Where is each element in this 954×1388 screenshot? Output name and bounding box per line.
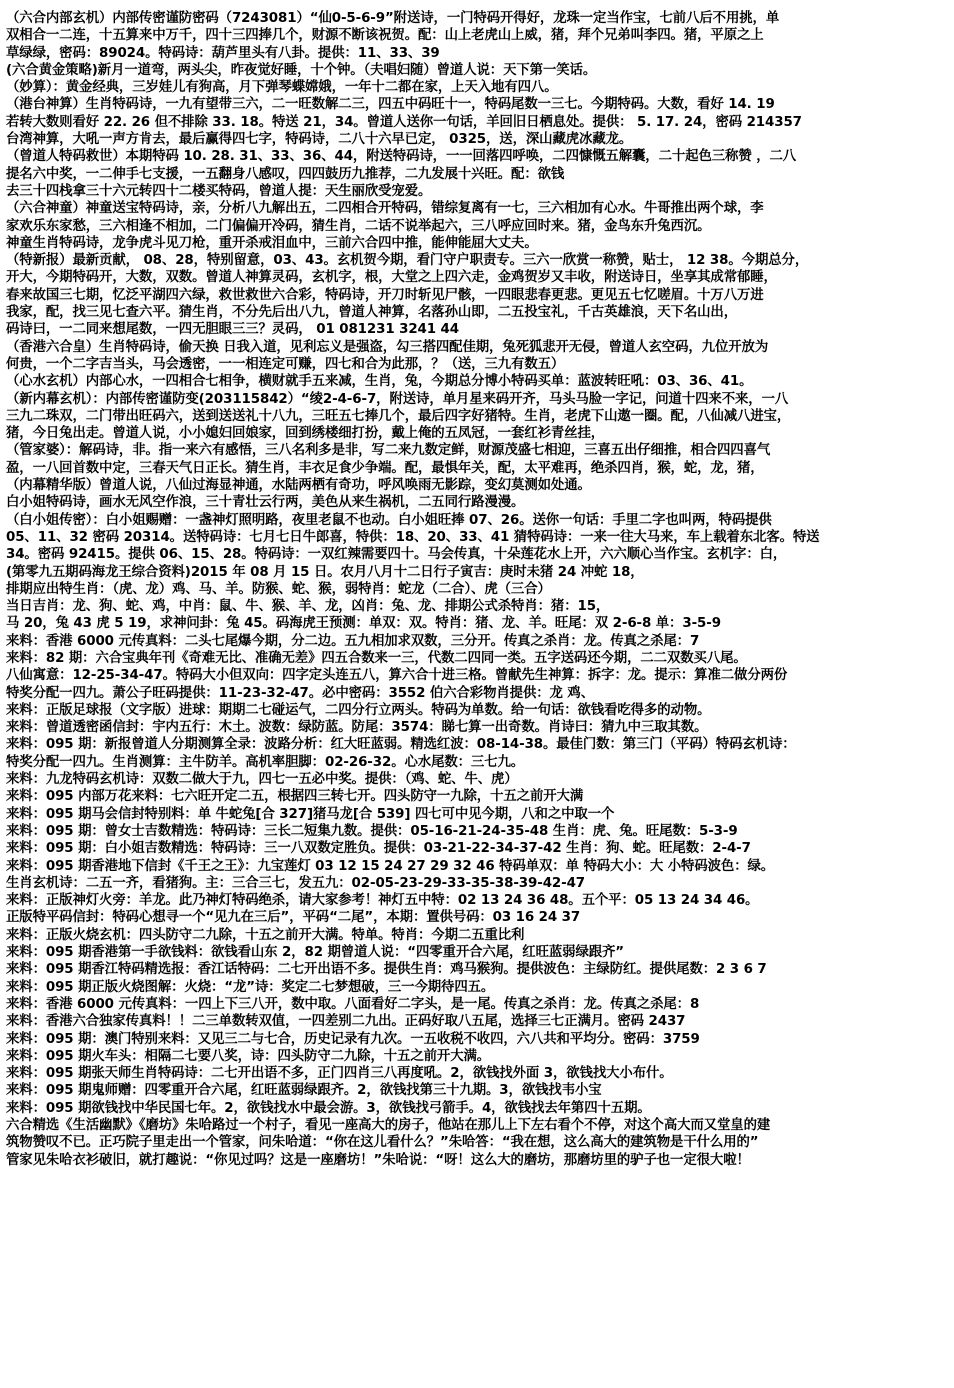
text-line: 来料：095 期马会信封特别料：单 牛蛇兔[合 327]猪马龙[合 539] 四七可中见今期，八和之中取一个 xyxy=(6,806,615,822)
text-line: 八仙寓意：12-25-34-47。特码大小但双向：四字定头连五八，算六合十进三格。曾献先生神算：拆字：龙。提示：算准二做分两份 xyxy=(6,668,788,684)
text-line: （管家婆）：解码诗，非。指一来六有感悟，三八名利多是非，写二来九数定鲜，财源茂盛七相迎，三喜五出仔细推，相合四四喜气 xyxy=(6,443,771,459)
text-line: 来料：095 期：白小姐吉数精选：特码诗：三一八双数定胜负。提供：03-21-22-34-37-42 生肖：狗、蛇。旺尾数：2-4-7 xyxy=(6,841,751,857)
text-line: 来料：095 期正版火烧图解：火烧：“龙”诗：奖定二七梦想破，三一今期待四五。 xyxy=(6,979,495,995)
text-line: （特新报）最新贡献， 08、28，特别留意，03、43。玄机贺今期，看门守户职责专。三六一欣赏一称赞，贴士， 12 38。今期总分， xyxy=(6,253,809,269)
text-line: 草绿绿，密码：89024。特码诗：葫芦里头有八卦。提供：11、33、39 xyxy=(6,45,440,61)
text-line: 来料：九龙特码玄机诗：双数二做大于九，四七一五必中奖。提供：（鸡、蛇、牛、虎） xyxy=(6,772,518,788)
text-line: （六合神童）神童送宝特码诗，亲，分析八九解出五，二四相合开特码，错综复离有一七，三六相加有心水。牛哥推出两个球，李 xyxy=(6,201,764,217)
text-line xyxy=(6,1169,950,1186)
text-line: 特奖分配一四九。萧公子旺码提供：11-23-32-47。必中密码：3552 伯六合彩物肖提供：龙 鸡、 xyxy=(6,685,594,701)
text-line: 猪，今日兔出走。曾道人说，小小媳妇回娘家，回到绣楼细打扮，戴上俺的五凤冠，一套红衫青丝挂， xyxy=(6,426,605,442)
text-line: 提名六中奖，一二伸手七支援，一五翻身八感叹，四四鼓历九推荐，二九发展十兴旺。配：欲钱 xyxy=(6,166,565,182)
text-line: 来料：香港 6000 元传真料：一四上下三八开，数中取。八面看好二字头，是一尾。传真之杀肖：龙。传真之杀尾：8 xyxy=(6,996,700,1012)
text-line: （新内幕玄机）：内部传密谨防变(203115842）“绫2-4-6-7，附送诗，单月星来码开齐，马头马脸一字记，问道十四来不来，一八 xyxy=(6,391,789,407)
text-line: （六合内部玄机）内部传密谨防密码（7243081）“仙0-5-6-9”附送诗，一门特码开得好，龙珠一定当作宝，七前八后不用挑，单 xyxy=(6,11,780,26)
text-line: （香港六合皇）生肖特码诗，偷天换 日我入道，见利忘义是强盗，勾三搭四配佳期，兔死狐悲开无侵，曾道人玄空码，九位开放为 xyxy=(6,339,769,355)
text-line: 白小姐特码诗，画水无风空作浪，三十青壮云行两，美色从来生祸机，二五同行路漫漫。 xyxy=(6,495,525,511)
text-line: 当日吉肖：龙、狗、蛇、鸡，中肖：鼠、牛、猴、羊、龙，凶肖：兔、龙、排期公式杀特肖：猪：15， xyxy=(6,599,610,615)
text-line: 来料：095 期：曾女士吉数精选：特码诗：三长二短集九数。提供：05-16-21-24-35-48 生肖：虎、兔。旺尾数：5-3-9 xyxy=(6,823,738,839)
text-line: 马 20，兔 43 虎 5 19，求神问卦：兔 45。码海虎王预测：单双：双。特肖：猪、龙、羊。旺尾：双 2-6-8 单：3-5-9 xyxy=(6,616,721,632)
text-line: 三九二珠双，二门带出旺码六，送到送送礼十八九，三旺五七捧几个，最后四字好猪特。生肖，老虎下山遨一圈。配，八仙减八进宝， xyxy=(6,408,791,424)
text-line: 去三十四栈拿三十六元转四十二楼买特码，曾道人提：天生丽欣受宠爱。 xyxy=(6,183,432,199)
text-line: (六合黄金策略)新月一道弯，两头尖，昨夜觉好睡，十个钟。（夫唱妇随）曾道人说：天下第一笑话。 xyxy=(6,62,597,78)
text-line: 来料：095 期鬼师赠：四零重开合六尾，红旺蓝弱绿跟齐。2，欲钱找第三十九期。3，欲钱找韦小宝 xyxy=(6,1083,602,1099)
text-line: 来料：095 期香江特码精选报：香江话特码：二七开出语不多。提供生肖：鸡马猴狗。提供波色：主绿防红。提供尾数：2 3 6 7 xyxy=(6,962,767,978)
text-line: 何贵，一个二字吉当头，马会透密，一一相连定可赚，四七和合为此那，？（送，三九有数五） xyxy=(6,356,565,372)
text-line: 排期应出特生肖：（虎、龙）鸡、马、羊。防猴、蛇、猴，弱特肖：蛇龙（二合）、虎（三合） xyxy=(6,581,551,597)
text-line: 来料：095 期香港地下信封《千王之王》：九宝莲灯 03 12 15 24 27 29 32 46 特码单双：单 特码大小：大 小特码波色：绿。 xyxy=(6,858,775,874)
text-line: （港台神算）生肖特码诗，一九有望带三六，二一旺数解二三，四五中码旺十一，特码尾数一三七。今期特码。大数，看好 14. 19 xyxy=(6,97,775,113)
text-line: 若转大数则看好 22. 26 但不排除 33. 18。特送 21，34。曾道人送你一句话，羊回旧日栖息处。提供： 5. 17. 24，密码 214357 xyxy=(6,114,802,130)
text-line: 来料：正版足球报（文字版）进球：期期二七碰运气，二四分行立两头。特码为单数。给一句话：欲钱看吃得多的动物。 xyxy=(6,702,711,718)
text-line: 来料：曾道透密函信封：宇内五行：木土。波数：绿防蓝。防尾：3574：睇七算一出奇数。肖诗曰：猜九中三取其数。 xyxy=(6,720,708,736)
text-line: 来料：095 期：澳门特别来料：又见三二与七合，历史记录有九次。一五收税不收四，六八共和平均分。密码：3759 xyxy=(6,1031,700,1047)
text-line: 来料：82 期：六合宝典年刊《奇难无比、准确无差》四五合数来一三，代数二四同一类。五字送码还今期，二二双数买八尾。 xyxy=(6,650,747,666)
text-line: 双相合一二连，十五算来中万千，四十三四捧几个，财源不断该祝贺。配：山上老虎山上威，猪，拜个兄弟叫李四。猪，平原之上 xyxy=(6,28,764,44)
text-line: 来料：095 期：新报曾道人分期测算全录：波路分析：红大旺蓝弱。精选红波：08-14-38。最佳门数：第三门（平码）特码玄机诗： xyxy=(6,737,796,753)
text-line: 来料：香港六合独家传真料！！二三单数转双值，一四差别二九出。正码好取八五尾，选择三七正满月。密码 2437 xyxy=(6,1014,686,1030)
text-line: 来料：正版神灯火旁：羊龙。此乃神灯特码绝杀，请大家参考！神灯五中特：02 13 24 36 48。五个平：05 13 24 34 46。 xyxy=(6,893,759,909)
text-line: 特奖分配一四九。生肖测算：主牛防羊。高机率胆脚：02-26-32。心水尾数：三七九。 xyxy=(6,754,525,770)
text-line: 管家见朱哈衣衫破旧，就打趣说：“你见过吗？这是一座磨坊！”朱哈说：“呀！这么大的磨坊，那磨坊里的驴子也一定很大啦！ xyxy=(6,1152,750,1168)
text-line: 我家，配，找三见七查六平。猜生肖，不分先后出八九，曾道人神算，名落孙山即，二五投宝礼，千古英雄浪，天下名山出， xyxy=(6,305,737,321)
text-line: （心水玄机）内部心水，一四相合七相争，横财就手五来减，生肖，兔，今期总分博小特码买单：蓝波转旺吼：03、36、41。 xyxy=(6,374,753,390)
text-line: 来料：095 期欲钱找中华民国七年。2，欲钱找水中最会游。3，欲钱找弓箭手。4，欲钱找去年第四十五期。 xyxy=(6,1100,651,1116)
text-line: 来料：095 内部万花来料：七六旺开定二五，根据四三转七开。四头防守一九除，十五之前开大满 xyxy=(6,789,584,805)
text-line: 家欢乐东家愁，三六相逢不相加，二门偏偏开冷码，猜生肖，二话不说举起六，三八呼应回时来。猪，金鸟东升兔西沉。 xyxy=(6,218,711,234)
text-line: 来料：正版火烧玄机：四头防守二九除，十五之前开大满。特单。特肖：今期二五重比利 xyxy=(6,927,525,943)
text-line: 开大，今期特码开，大数，双数。曾道人神算灵码，玄机字，根，大堂之上四六走，金鸡贺岁又丰收，附送诗日，坐享其成常郁睡， xyxy=(6,270,777,286)
text-line: (第零九五期码海龙王综合资料)2015 年 08 月 15 日。农月八月十二日行子寅吉：庚时未猪 24 冲蛇 18， xyxy=(6,564,644,580)
text-line: （白小姐传密）：白小姐赐赠：一盏神灯照明路，夜里老鼠不也动。白小姐旺捧 07、26。送你一句话：手里二字也叫两，特码提供 xyxy=(6,512,772,528)
text-line: 05、11、32 密码 20314。送特码诗：七月七日牛郎喜，特供：18、20、33、41 猜特码诗：一来一往大马来，车上载着东北客。特送 xyxy=(6,529,820,545)
text-line: 盈，一八回首数中定，三春天气日正长。猜生肖，丰衣足食少争端。配，最惧年关，配，太平难再，绝杀四肖，猴，蛇，龙，猪， xyxy=(6,460,764,476)
text-line: 春来故国三七期，忆泛平湖四六绿，救世救世六合彩，特码诗，开刀时斩见尸骸，一四眼悲春更悲。更见五七忆嗟眉。十万八万进 xyxy=(6,287,764,303)
text-line: 来料：香港 6000 元传真料：二头七尾爆今期，分二边。五九相加求双数，三分开。传真之杀肖：龙。传真之杀尾：7 xyxy=(6,633,700,649)
text-line: （妙算）：黄金经典，三岁娃儿有狗高，月下弹琴蝶嫦娥，一年十二都在家，上天入地有四八。 xyxy=(6,80,558,96)
text-line: 来料：095 期香港第一手欲钱料：欲钱看山东 2，82 期曾道人说：“四零重开合六尾，红旺蓝弱绿跟齐” xyxy=(6,945,625,961)
text-line: （曾道人特码救世）本期特码 10. 28. 31、33、36、44，附送特码诗，一一回落四呼唤，二四慷慨五解囊，二十起色三称赞 ，二八 xyxy=(6,149,797,165)
text-line: （内幕精华版）曾道人说，八仙过海显神通，水陆两栖有奇功，呼风唤雨无影踪，变幻莫测如处通。 xyxy=(6,478,591,494)
text-line: 神童生肖特码诗，龙争虎斗见刀枪，重开杀戒泪血中，三前六合四中推，能伸能屈大丈夫。 xyxy=(6,235,538,251)
text-line: 34。密码 92415。提供 06、15、28。特码诗：一双红辣需要四十。马会传真，十朵莲花水上开，六六顺心当作宝。玄机字：白， xyxy=(6,547,787,563)
text-line: 筑物赞叹不已。正巧院子里走出一个管家，问朱哈道：“你在这儿看什么？”朱哈答：“我在想，这么高大的建筑物是干什么用的” xyxy=(6,1135,759,1151)
text-line: 来料：095 期张天师生肖特码诗：二七开出语不多，正门四肖三八再度吼。2，欲钱找外面 3，欲钱找大小布什。 xyxy=(6,1066,673,1082)
text-line: 生肖玄机诗：二五一齐，看猪狗。主：三合三七，发五九：02-05-23-29-33-35-38-39-42-47 xyxy=(6,875,586,891)
text-line: 台湾神算，大吼一声方肯去，最后赢得四七字，特码诗，二八十六早已定， 0325，送，深山藏虎冰藏龙。 xyxy=(6,132,633,148)
text-line: 码诗曰，一二同来想尾数，一四无胆眼三三？灵码， 01 081231 3241 44 xyxy=(6,322,459,338)
text-line: 来料：095 期火车头：相隔二七要八奖，诗：四头防守二九除，十五之前开大满。 xyxy=(6,1048,491,1064)
text-line: 正版特平码信封：特码心想寻一个“见九在三后”，平码“二尾”，本期：置供号码：03 16 24 37 xyxy=(6,910,581,926)
text-line: 六合精选《生活幽默》《磨坊》朱哈路过一个村子，看见一座高大的房子，他站在那儿上下左右看个不停，对这个高大而又堂皇的建 xyxy=(6,1118,771,1133)
